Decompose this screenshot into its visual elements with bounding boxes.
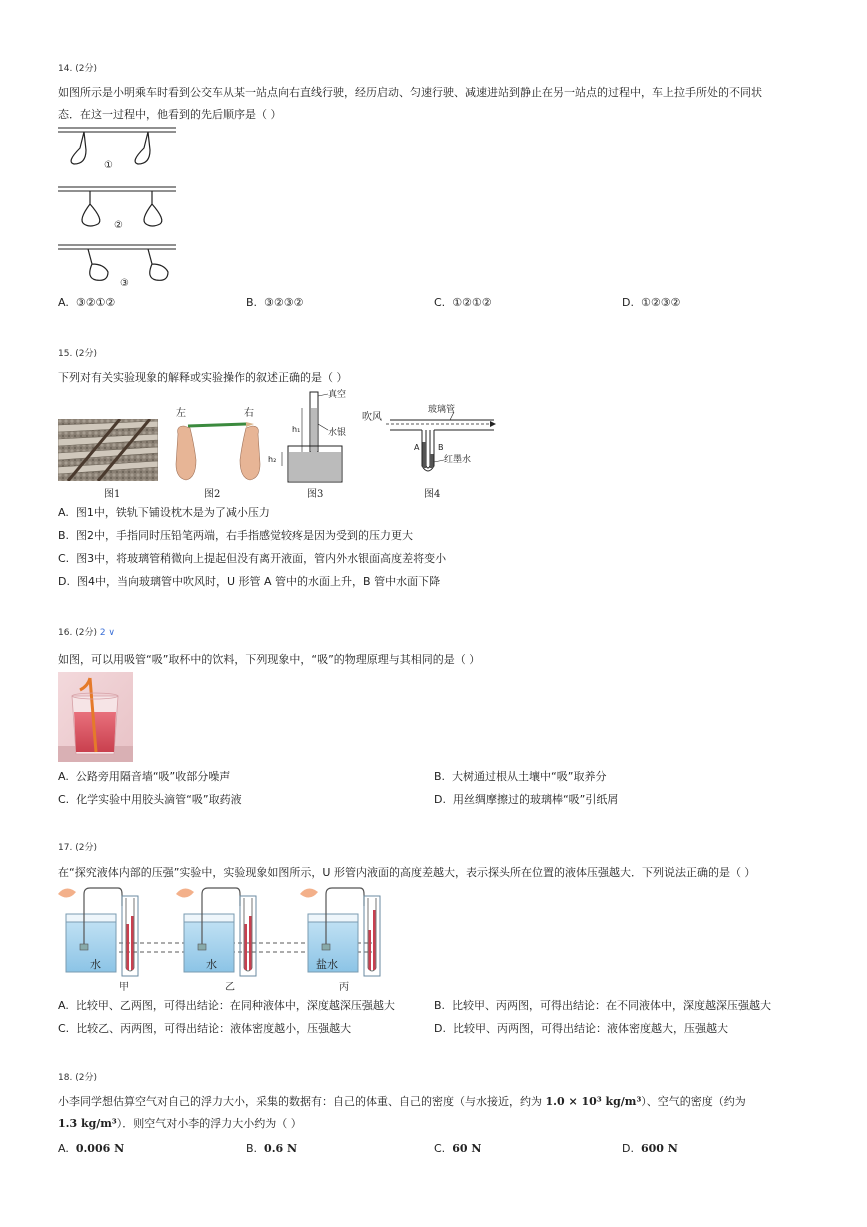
q16-option-b-text: 大树通过根从土壤中“吸”取养分 (452, 770, 607, 783)
q15-fig2-left-label: 左 (176, 408, 186, 419)
q16-expand-toggle[interactable]: 2 ∨ (99, 628, 116, 638)
q14-option-b-text: ③②③② (264, 296, 304, 309)
q18-score: (2分) (75, 1073, 97, 1083)
q15-fig2-hands-pencil (172, 404, 264, 484)
q14-option-d-text: ①②③② (640, 296, 681, 309)
q17-jia-liquid-label: 水 (90, 958, 101, 971)
q17-option-b-key: B. (434, 999, 446, 1012)
q15-fig3-mercury-label: 水银 (328, 428, 347, 438)
q16-option-c-key: C. (58, 793, 70, 806)
q18-air-density: 1.3 kg/m³ (58, 1117, 117, 1130)
q17-setup-bing (300, 888, 380, 976)
q15-score: (2分) (75, 349, 97, 359)
q17-score: (2分) (75, 843, 97, 853)
q17-option-d-key: D. (434, 1022, 446, 1035)
q18-stem-line2-b: ）．则空气对小李的浮力大小约为（ ） (116, 1117, 302, 1130)
q14-option-a-key: A. (58, 296, 69, 309)
q17-pressure-figure (56, 884, 392, 992)
q18-stem-line2 (58, 1113, 302, 1135)
q17-option-a[interactable] (58, 997, 395, 1013)
q18-option-d-text: 600 N (640, 1142, 678, 1155)
q17-setup-yi (176, 888, 256, 976)
q18-option-d[interactable] (622, 1142, 678, 1155)
q16-number: 16. (58, 628, 73, 638)
q14-option-b[interactable] (246, 296, 304, 309)
q15-option-d[interactable] (58, 573, 440, 589)
q16-option-b[interactable] (434, 768, 606, 784)
q14-stem-line1: 如图所示是小明乘车时看到公交车从某一站点向右直线行驶，经历启动、匀速行驶、减速进站到静止在另一站点的过程中，车上拉手所处的不同状 (58, 86, 762, 99)
q16-score: (2分) (75, 628, 97, 638)
q16-option-d-text: 用丝绸摩擦过的玻璃棒“吸”引纸屑 (452, 793, 619, 806)
q15-fig3-h2-label: h₂ (268, 455, 277, 464)
q18-option-b-key: B. (246, 1142, 258, 1155)
q17-option-a-key: A. (58, 999, 69, 1012)
q18-stem-line1-c: ）、空气的密度（约为 (641, 1095, 746, 1108)
q15-fig4-caption: 图4 (424, 489, 441, 500)
q18-option-c-text: 60 N (452, 1142, 482, 1155)
q15-fig3-torricelli (262, 388, 352, 484)
q15-fig3-vacuum-label: 真空 (328, 390, 347, 400)
q14-fig-label-3: ③ (120, 278, 129, 289)
q14-stem-line2: 态．在这一过程中，他看到的先后顺序是（ ） (58, 108, 282, 121)
q17-option-a-text: 比较甲、乙两图，可得出结论：在同种液体中，深度越深压强越大 (75, 999, 395, 1012)
q17-number: 17. (58, 843, 73, 853)
q17-caption-bing: 丙 (339, 982, 349, 993)
q15-fig3-h1-label: h₁ (292, 425, 301, 434)
q18-option-b[interactable] (246, 1142, 297, 1155)
q17-stem: 在“探究液体内部的压强”实验中，实验现象如图所示，U 形管内液面的高度差越大，表示探头所在位置的液体压强越大．下列说法正确的是（ ） (58, 866, 756, 879)
q14-option-b-key: B. (246, 296, 258, 309)
q15-fig2-right-label: 右 (244, 408, 254, 419)
q15-fig4-u-tube (358, 402, 502, 482)
q14-header (58, 61, 97, 74)
q14-option-a-text: ③②①② (75, 296, 116, 309)
q16-option-a-key: A. (58, 770, 69, 783)
q17-header (58, 840, 97, 853)
q15-fig4-blow-label: 吹风 (362, 412, 382, 423)
q17-caption-jia: 甲 (119, 982, 129, 993)
q16-option-a-text: 公路旁用隔音墙“吸”收部分噪声 (75, 770, 231, 783)
q15-fig1-caption: 图1 (104, 489, 121, 500)
q17-option-b-text: 比较甲、丙两图，可得出结论：在不同液体中，深度越深压强越大 (452, 999, 772, 1012)
q15-stem: 下列对有关实验现象的解释或实验操作的叙述正确的是（ ） (58, 371, 348, 384)
q16-option-a[interactable] (58, 768, 230, 784)
q17-option-d[interactable] (434, 1020, 728, 1036)
q18-option-c-key: C. (434, 1142, 446, 1155)
q17-yi-liquid-label: 水 (206, 958, 217, 971)
q14-score: (2分) (75, 64, 97, 74)
q18-body-density: 1.0 × 10³ kg/m³ (545, 1095, 642, 1108)
q15-fig1-railway-photo (58, 419, 158, 481)
q15-fig4-glass-tube-label: 玻璃管 (428, 405, 456, 415)
q17-option-d-text: 比较甲、丙两图，可得出结论：液体密度越大，压强越大 (452, 1022, 728, 1035)
q15-fig2-caption: 图2 (204, 489, 221, 500)
q15-fig4-red-ink-label: 红墨水 (444, 455, 472, 465)
q14-fig-label-1: ① (104, 160, 113, 171)
q16-stem: 如图，可以用吸管“吸”取杯中的饮料，下列现象中，“吸”的物理原理与其相同的是（ ） (58, 653, 481, 666)
q18-option-b-text: 0.6 N (264, 1142, 298, 1155)
q16-option-b-key: B. (434, 770, 446, 783)
q18-number: 18. (58, 1073, 73, 1083)
q17-caption-yi: 乙 (225, 982, 235, 993)
q15-header (58, 346, 97, 359)
q14-option-d-key: D. (622, 296, 634, 309)
q15-fig3-caption: 图3 (307, 489, 324, 500)
q18-stem-line1 (58, 1091, 746, 1113)
q17-option-c-text: 比较乙、丙两图，可得出结论：液体密度越小，压强越大 (76, 1022, 352, 1035)
q16-header (58, 625, 115, 638)
q18-option-a-text: 0.006 N (75, 1142, 125, 1155)
q18-option-a-key: A. (58, 1142, 69, 1155)
q18-option-d-key: D. (622, 1142, 634, 1155)
q15-option-b-text: 图2中，手指同时压铅笔两端，右手指感觉较疼是因为受到的压力更大 (76, 529, 414, 542)
q15-option-d-text: 图4中，当向玻璃管中吹风时，U 形管 A 管中的水面上升，B 管中水面下降 (76, 575, 441, 588)
q18-option-a[interactable] (58, 1142, 124, 1155)
q14-option-d[interactable] (622, 296, 680, 309)
q18-header (58, 1070, 97, 1083)
q16-option-d-key: D. (434, 793, 446, 806)
q18-stem-line1-a: 小李同学想估算空气对自己的浮力大小，采集的数据有：自己的体重、自己的密度（与水接近，约为 (58, 1095, 546, 1108)
q15-number: 15. (58, 349, 73, 359)
q17-option-c[interactable] (58, 1020, 351, 1036)
q14-handles-figure (56, 124, 181, 292)
q15-option-b[interactable] (58, 527, 413, 543)
q15-option-b-key: B. (58, 529, 70, 542)
q15-option-a[interactable] (58, 504, 270, 520)
q15-option-a-key: A. (58, 506, 69, 519)
q16-option-c-text: 化学实验中用胶头滴管“吸”取药液 (76, 793, 242, 806)
q15-option-c-text: 图3中，将玻璃管稍微向上提起但没有离开液面，管内外水银面高度差将变小 (76, 552, 447, 565)
q15-fig4-a-label: A (414, 443, 420, 452)
q14-option-c-text: ①②①② (452, 296, 492, 309)
q14-fig-label-2: ② (114, 220, 123, 231)
q14-option-a[interactable] (58, 296, 115, 309)
q15-option-a-text: 图1中，铁轨下铺设枕木是为了减小压力 (75, 506, 270, 519)
q16-option-d[interactable] (434, 791, 618, 807)
q15-option-c-key: C. (58, 552, 70, 565)
q15-fig4-b-label: B (438, 443, 444, 452)
q17-option-c-key: C. (58, 1022, 70, 1035)
q17-bing-liquid-label: 盐水 (316, 958, 338, 971)
q16-drink-photo (58, 672, 133, 762)
q15-option-c[interactable] (58, 550, 446, 566)
q14-number: 14. (58, 64, 73, 74)
q18-option-c[interactable] (434, 1142, 481, 1155)
q15-option-d-key: D. (58, 575, 70, 588)
q14-option-c-key: C. (434, 296, 446, 309)
q14-option-c[interactable] (434, 296, 492, 309)
q17-option-b[interactable] (434, 997, 771, 1013)
q17-setup-jia (58, 888, 138, 976)
q16-option-c[interactable] (58, 791, 242, 807)
